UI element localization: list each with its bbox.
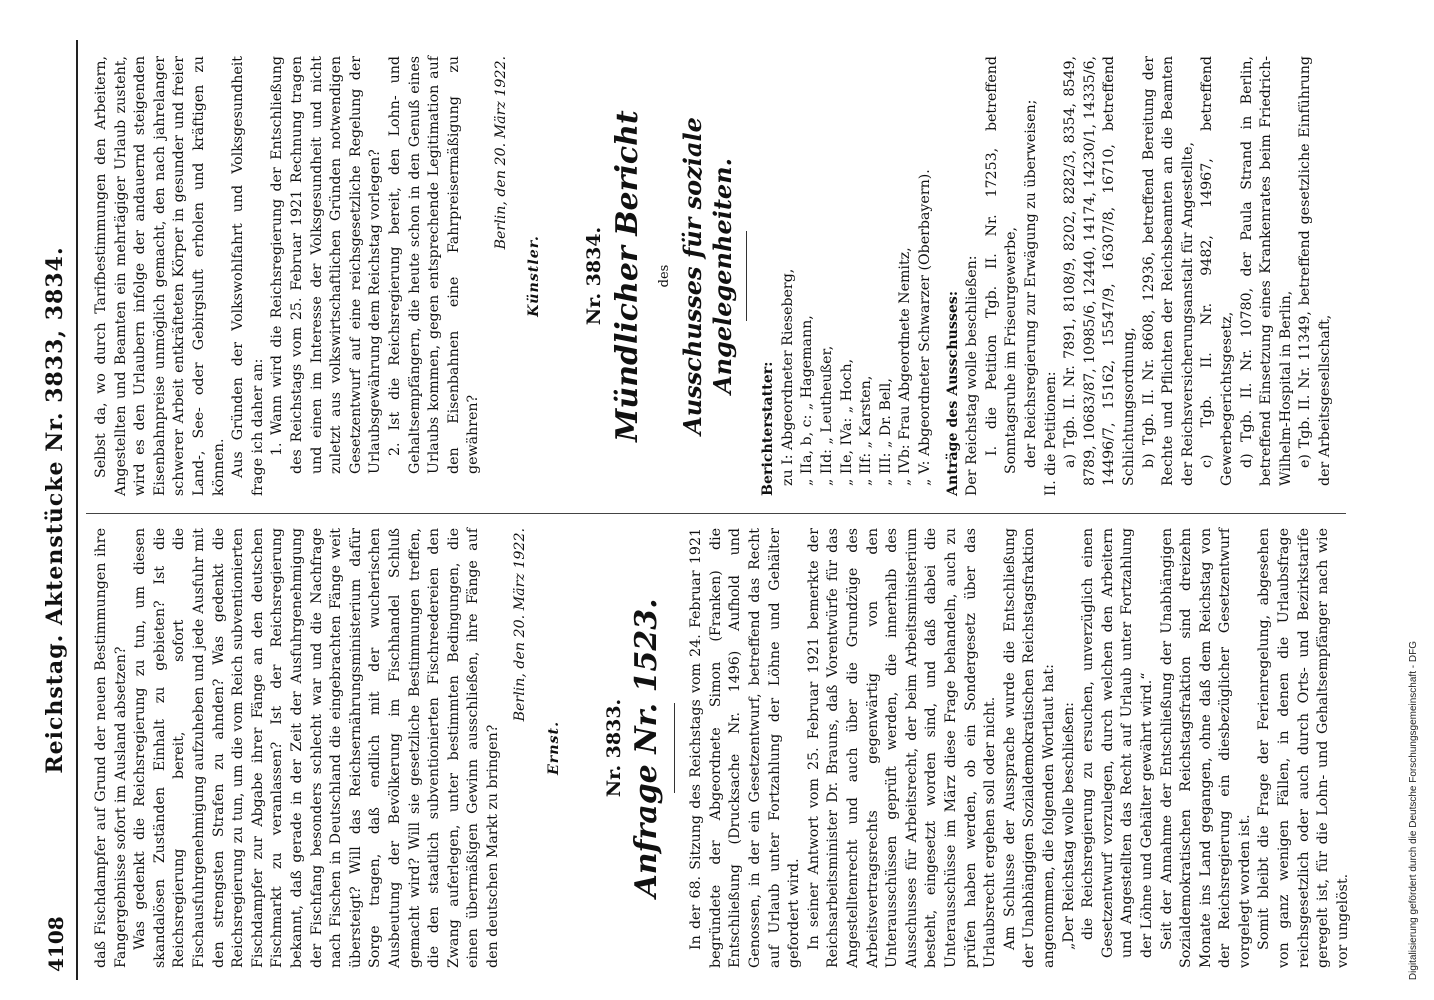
document-number: Nr. 3834. bbox=[583, 226, 606, 326]
reporter-line: „ IIf: „ Karsten, bbox=[858, 375, 875, 486]
section-subheading: Ausschusses für soziale Angelegenheiten. bbox=[678, 117, 738, 435]
paragraph: Aus Gründen der Volkswohlfahrt und Volksgesundheit frage ich daher an: bbox=[230, 56, 266, 496]
page-header bbox=[36, 40, 78, 980]
paragraph: Selbst da, wo durch Tarifbestimmungen den Arbeitern, Angestellten und Beamten ein mehrtägiger Urlaub zusteht, wird es den Urlaubern infolge der andauernd steigenden Eisenbahnpreise unmöglich gemacht, den nach jahrelanger schwerer Arbeit entkräfteten Körper in gesunder und freier Land-, See- oder Gebirgsluft erholen und kräftigen zu können. bbox=[93, 56, 227, 496]
paragraph: Der Reichstag wolle beschließen: bbox=[964, 255, 981, 496]
left-column bbox=[92, 528, 1353, 968]
date-line: Berlin, den 20. März 1922. bbox=[492, 56, 509, 250]
running-title: Reichstag. Aktenstücke Nr. 3833, 3834. bbox=[42, 246, 68, 774]
divider bbox=[674, 703, 675, 793]
column-divider bbox=[86, 513, 1346, 514]
paragraph: Seit der Annahme der Entschließung der Unabhängigen Sozialdemokratischen Reichstagsfraktion sind dreizehn Monate ins Land gegangen, ohne daß dem Reichstag von der Reichsregierung ein diesbezüglicher Gesetzentwurf vorgelegt worden ist. bbox=[1158, 528, 1253, 968]
section-heading: Anfrage Nr. 1523. bbox=[629, 598, 665, 898]
connector-word: des bbox=[656, 264, 672, 288]
page-number: 4108 bbox=[44, 916, 68, 972]
divider bbox=[746, 231, 747, 321]
reporter-line: „ V: Abgeordneter Schwarzer (Oberbayern). bbox=[917, 169, 933, 486]
petition-item: a) Tgb. II. Nr. 7891, 8108/9, 8202, 8282/3, 8354, 8549, 8789, 10683/87, 10985/6, 12440, 14174, 14230/1, 14335/6, 14496/7, 15162, 15547/9, 16307/8, 16710, betreffend Schlichtungsordnung, bbox=[1062, 56, 1137, 486]
paragraph: In der 68. Sitzung des Reichstags vom 24. Februar 1921 begründete der Abgeordnete Simon (Franken) die Entschließung (Drucksache Nr. 1496) Aufhold und Genossen, in der ein Gesetzentwurf, betreffend das Recht auf Urlaub unter Fortzahlung der Löhne und Gehälter gefordert wird. bbox=[688, 528, 803, 968]
reporter-line: „ IIa, b, c: „ Hagemann, bbox=[799, 315, 816, 486]
quote: „Der Reichstag wolle beschließen: bbox=[1060, 702, 1077, 950]
question-item: 1. Wann wird die Reichsregierung der Entschließung des Reichstags vom 25. Februar 1921 Rechnung tragen und einen im Interesse der Volksgesundheit und nicht zuletzt aus volkswirtschaftlichen Gründen notwendigen Gesetzentwurf auf eine reichsgesetzliche Regelung der Urlaubsgewährung dem Reichstag vorlegen? bbox=[269, 56, 384, 474]
paragraph: Was gedenkt die Reichsregierung zu tun, um diesen skandalösen Zuständen Einhalt zu gebieten? Ist die Reichsregierung bereit, sofort die Fischausfuhrgenehmigung aufzuheben und jede Ausfuhr mit den strengsten Strafen zu ahnden? Was gedenkt die Reichsregierung zu tun, um die vom Reich subventionierten Fischdampfer zur Abgabe ihrer Fänge an den deutschen Fischmarkt zu veranlassen? Ist der Reichsregierung bekannt, daß gerade in der Zeit der Ausfuhrgenehmigung der Fischfang besonders schlecht war und die Nachfrage nach Fischen in Deutschland die eingebrachten Fänge weit übersteigt? Will das Reichsernährungsministerium dafür Sorge tragen, daß endlich mit der wucherischen Ausbeutung der Bevölkerung im Fischhandel Schluß gemacht wird? Will sie gesetzliche Bestimmungen treffen, die den staatlich subventionierten Fischreedereien den Zwang auferlegen, unter bestimmten Bedingungen, die einen übermäßigen Gewinn ausschließen, ihre Fänge auf den deutschen Markt zu bringen? bbox=[132, 528, 501, 968]
petition-item: e) Tgb. II. Nr. 11349, betreffend gesetzliche Einführung der Arbeitsgesellschaft, bbox=[1297, 56, 1333, 486]
paragraph: In seiner Antwort vom 25. Februar 1921 bemerkte der Reichsarbeitsminister Dr. Brauns, daß Vorentwürfe für das Angestelltenrecht und auch über die Grundzüge des Arbeitsvertragsrechts gegenwärtig von den Unterausschüssen geprüft werden, die innerhalb des Ausschusses für Arbeitsrecht, der beim Arbeitsministerium besteht, eingesetzt worden sind, und daß dabei die Unterausschüsse im März diese Frage behandeln, auch zu prüfen haben werden, ob ein Sondergesetz über das Urlaubsrecht ergehen soll oder nicht. bbox=[805, 528, 999, 968]
document-page bbox=[36, 40, 1356, 980]
petition-item: c) Tgb. II. Nr. 9482, 14967, betreffend Gewerbegerichtsgesetz, bbox=[1199, 56, 1235, 486]
paragraph: daß Fischdampfer auf Grund der neuen Bestimmungen ihre Fangergebnisse sofort im Ausland absetzen? bbox=[93, 528, 129, 968]
paragraph: II. die Petitionen: bbox=[1042, 371, 1059, 496]
signature-name: Künstler. bbox=[526, 235, 543, 317]
paragraph: der Reichsregierung zur Erwägung zu überweisen; bbox=[1022, 99, 1039, 468]
reporter-line: „ IIe, IVa: „ Hoch, bbox=[838, 358, 855, 486]
section-heading: Mündlicher Bericht bbox=[609, 110, 645, 442]
paragraph: Somit bleibt die Frage der Ferienregelung, abgesehen von ganz wenigen Fällen, in denen die Urlaubsfrage reichsgesetzlich oder auch durch Orts- und Bezirkstarife geregelt ist, für die Lohn- und Gehaltsempfänger nach wie vor ungelöst. bbox=[1256, 528, 1351, 968]
petition-item: b) Tgb. II. Nr. 8608, 12936, betreffend Bereitung der Rechte und Pflichten der Reichsbeamten an die Beamten der Reichsversicherungsanstalt für Angestellte, bbox=[1140, 56, 1196, 486]
document-number: Nr. 3833. bbox=[602, 698, 625, 798]
date-line: Berlin, den 20. März 1922. bbox=[512, 528, 529, 722]
motions-title: Anträge des Ausschusses: bbox=[944, 290, 961, 496]
signature-name: Ernst. bbox=[546, 720, 563, 776]
reporter-line: „ IVb: Frau Abgeordnete Nemitz, bbox=[897, 247, 914, 486]
digitization-note bbox=[1406, 0, 1434, 1000]
petition-item: I. die Petition Tgb. II. Nr. 17253, betreffend Sonntagsruhe im Friseurgewerbe, bbox=[983, 56, 1020, 474]
paragraph: Am Schlusse der Aussprache wurde die Entschließung der Unabhängigen Sozialdemokratischen Reichstagsfraktion angenommen, die folgenden Wortlaut hat: bbox=[1001, 528, 1057, 968]
question-item: 2. Ist die Reichsregierung bereit, den Lohn- und Gehaltsempfängern, die heute schon in den Genuß eines Urlaubs kommen, gegen entsprechende Legitimation auf den Eisenbahnen eine Fahrpreisermäßigung zu gewähren? bbox=[386, 56, 482, 474]
reporter-line: zu I: Abgeordneter Rieseberg, bbox=[779, 268, 796, 486]
reporters-title: Berichterstatter: bbox=[760, 361, 777, 496]
right-column bbox=[92, 56, 1335, 496]
quote: die Reichsregierung zu ersuchen, unverzüglich einen Gesetzentwurf vorzulegen, durch welchen den Arbeitern und Angestellten das Recht auf Urlaub unter Fortzahlung der Löhne und Gehälter gewährt wird.“ bbox=[1080, 528, 1155, 958]
reporter-line: „ III: „ Dr. Bell, bbox=[877, 378, 894, 486]
reporter-line: „ IId: „ Leutheußer, bbox=[819, 345, 836, 486]
dfg-credit: Digitalisierung gefördert durch die Deutsche Forschungsgemeinschaft - DFG bbox=[1408, 640, 1419, 980]
petition-item: d) Tgb. II. Nr. 10780, der Paula Strand in Berlin, betreffend Einsetzung eines Krankenrates beim Friedrich-Wilhelm-Hospital in Berlin, bbox=[1238, 56, 1294, 486]
